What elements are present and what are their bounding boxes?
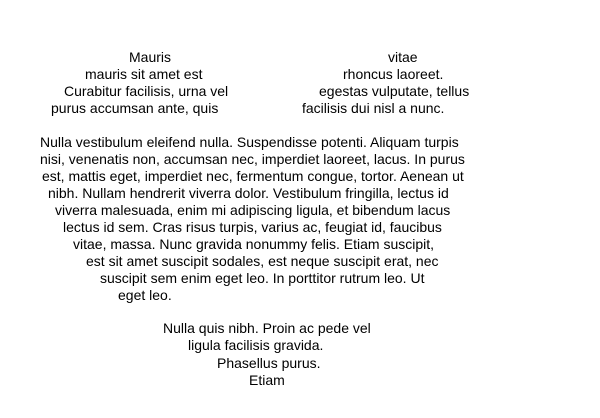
left-column-line: mauris sit amet est — [85, 66, 203, 82]
paragraph-line: suscipit sem enim eget leo. In porttitor rutrum leo. Ut — [100, 270, 425, 286]
right-column-line: facilisis dui nisl a nunc. — [302, 100, 445, 116]
paragraph-line: Phasellus purus. — [217, 355, 321, 371]
paragraph-line: nibh. Nullam hendrerit viverra dolor. Vestibulum fringilla, lectus id — [48, 185, 449, 201]
paragraph-line: nisi, venenatis non, accumsan nec, imperdiet laoreet, lacus. In purus — [40, 151, 465, 167]
paragraph-line: Etiam — [249, 372, 285, 388]
paragraph-line: ligula facilisis gravida. — [188, 337, 324, 353]
paragraph-line: Nulla vestibulum eleifend nulla. Suspendisse potenti. Aliquam turpis — [40, 134, 459, 150]
paragraph-line: vitae, massa. Nunc gravida nonummy felis. Etiam suscipit, — [73, 236, 435, 252]
left-column-line: Mauris — [129, 49, 172, 65]
left-column-line: Curabitur facilisis, urna vel — [64, 83, 229, 99]
left-column-line: purus accumsan ante, quis — [51, 100, 219, 116]
paragraph-line: lectus id sem. Cras risus turpis, varius ac, feugiat id, faucibus — [63, 219, 442, 235]
paragraph-line: est sit amet suscipit sodales, est neque suscipit erat, nec — [86, 253, 439, 269]
right-column-line: rhoncus laoreet. — [343, 66, 444, 82]
right-column-line: egestas vulputate, tellus — [319, 83, 470, 99]
right-column-line: vitae — [388, 49, 418, 65]
paragraph-line: est, mattis eget, imperdiet nec, fermentum congue, tortor. Aenean ut — [42, 168, 464, 184]
paragraph-line: viverra malesuada, enim mi adipiscing ligula, et bibendum lacus — [55, 202, 451, 218]
paragraph-line: Nulla quis nibh. Proin ac pede vel — [163, 320, 371, 336]
paragraph-line: eget leo. — [118, 287, 172, 303]
